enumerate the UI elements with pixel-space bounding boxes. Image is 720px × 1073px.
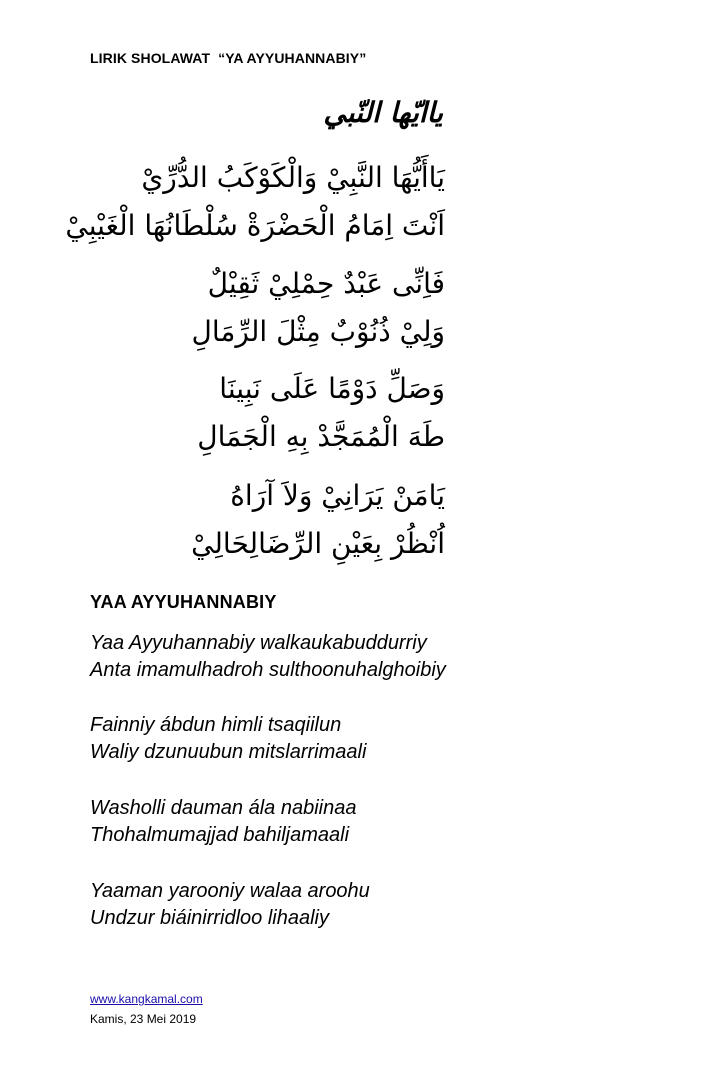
- latin-stanza-4: [90, 878, 370, 932]
- latin-line: Yaa Ayyuhannabiy walkaukabuddurriy: [90, 632, 427, 654]
- arabic-line: يَامَنْ يَرَانِيْ وَلاَ آرَاهُ: [230, 479, 445, 512]
- latin-line: Waliy dzunuubun mitslarrimaali: [90, 741, 367, 763]
- document-title: LIRIK SHOLAWAT “YA AYYUHANNABIY”: [90, 50, 367, 66]
- latin-line: Anta imamulhadroh sulthoonuhalghoibiy: [90, 659, 446, 681]
- arabic-stanza-2: [192, 260, 445, 356]
- arabic-line: وَصَلِّ دَوْمًا عَلَى نَبِينَا: [219, 372, 445, 405]
- arabic-line: يَاأَيُّهَا النَّبِيْ وَالْكَوْكَبُ الدُّرِّيْ: [141, 161, 445, 194]
- footer-date: Kamis, 23 Mei 2019: [90, 1012, 197, 1026]
- arabic-stanza-3: [197, 365, 445, 461]
- latin-stanza-1: [90, 630, 446, 684]
- latin-line: Yaaman yarooniy walaa aroohu: [90, 880, 370, 902]
- latin-stanza-2: [90, 712, 366, 766]
- website-link[interactable]: www.kangkamal.com: [90, 992, 203, 1006]
- latin-heading: YAA AYYUHANNABIY: [90, 592, 277, 612]
- arabic-line: فَاِنِّى عَبْدٌ حِمْلِيْ ثَقِيْلٌ: [207, 267, 445, 300]
- latin-line: Thohalmumajjad bahiljamaali: [90, 824, 350, 846]
- latin-line: Fainniy ábdun himli tsaqiilun: [90, 714, 342, 736]
- latin-line: Undzur biáinirridloo lihaaliy: [90, 907, 330, 929]
- arabic-line: اُنْظُرْ بِعَيْنِ الرِّضَالِحَالِيْ: [191, 527, 445, 560]
- arabic-line: اَنْتَ اِمَامُ الْحَضْرَةْ سُلْطَانُهَا الْغَيْبِيْ: [65, 209, 445, 242]
- arabic-heading: ياايّها النّبي: [323, 96, 443, 129]
- latin-stanza-3: [90, 795, 356, 849]
- arabic-line: طَهَ الْمُمَجَّدْ بِهِ الْجَمَالِ: [197, 420, 445, 453]
- arabic-stanza-4: [191, 472, 445, 568]
- arabic-line: وَلِيْ ذُنُوْبٌ مِثْلَ الرِّمَالِ: [191, 315, 445, 348]
- latin-line: Washolli dauman ála nabiinaa: [90, 797, 357, 819]
- arabic-stanza-1: [65, 154, 445, 250]
